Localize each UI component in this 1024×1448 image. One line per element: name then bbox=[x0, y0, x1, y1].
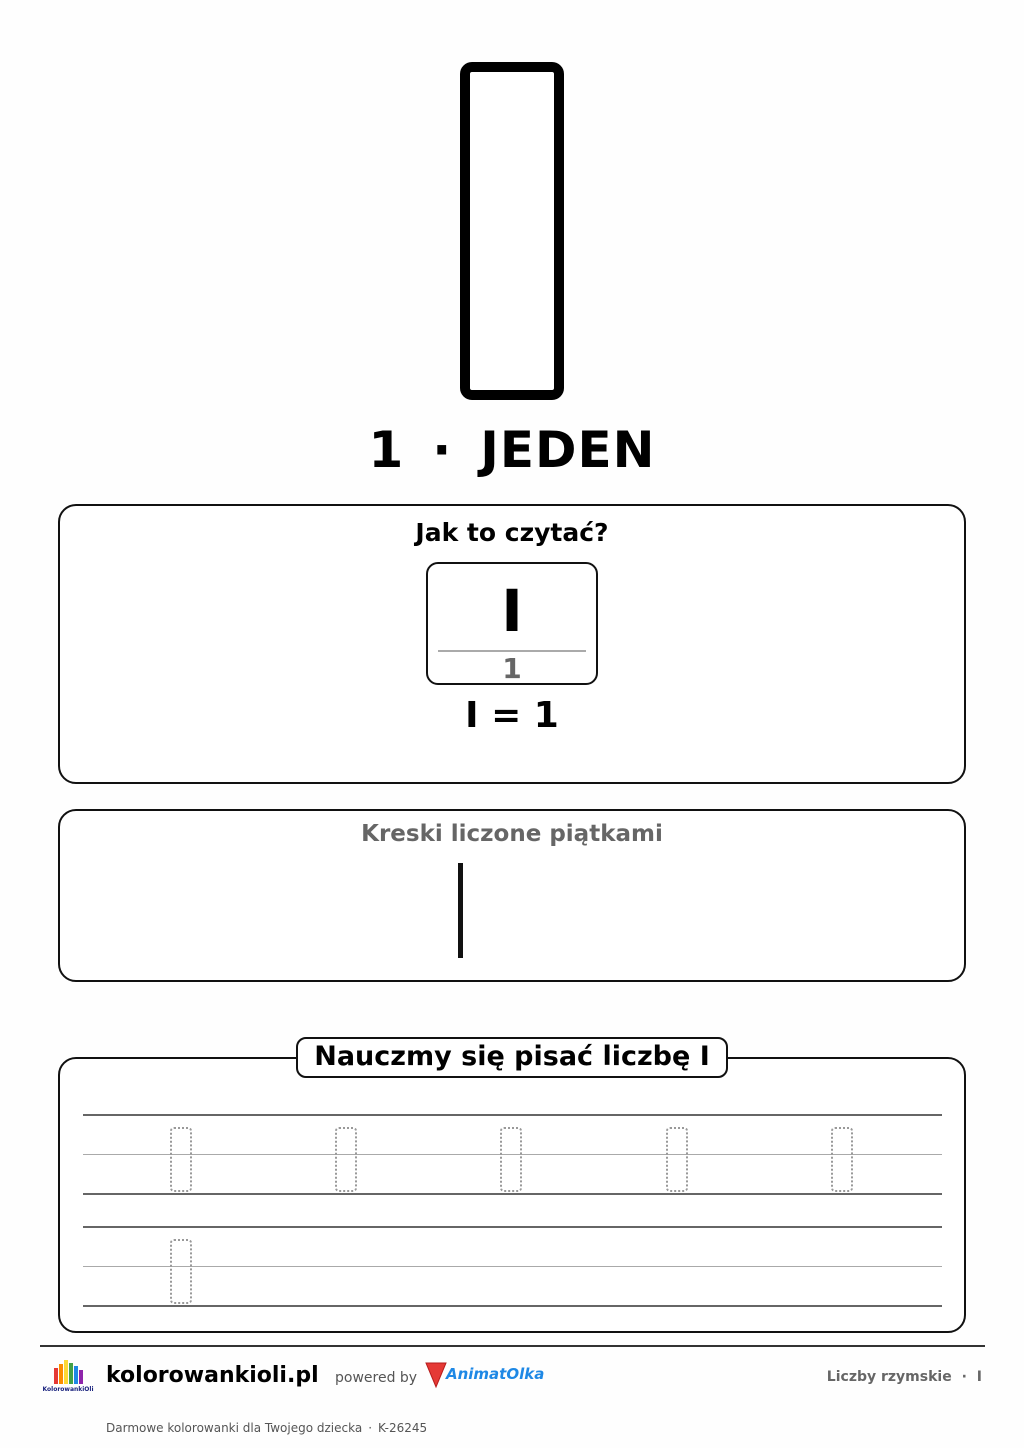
guide-line-bottom bbox=[83, 1305, 942, 1307]
practice-panel-title: Nauczmy się pisać liczbę I bbox=[296, 1037, 728, 1078]
large-numeral-outline bbox=[460, 62, 564, 400]
section-separator: · bbox=[961, 1369, 967, 1385]
numeral-card bbox=[426, 562, 598, 685]
section-label bbox=[827, 1366, 982, 1388]
logo-text: KolorowankiOli bbox=[42, 1386, 94, 1393]
trace-numeral[interactable] bbox=[170, 1239, 192, 1304]
page-title bbox=[0, 420, 1024, 480]
trace-numeral[interactable] bbox=[831, 1127, 853, 1192]
trace-numeral[interactable] bbox=[500, 1127, 522, 1192]
partner-logo-text: AnimatOlka bbox=[446, 1365, 545, 1383]
tally-panel-title: Kreski liczone piątkami bbox=[361, 821, 663, 847]
section-numeral: I bbox=[976, 1369, 982, 1385]
partner-logo[interactable] bbox=[424, 1359, 545, 1391]
guide-line-middle bbox=[83, 1266, 942, 1267]
title-separator: · bbox=[432, 421, 453, 479]
guide-line-top bbox=[83, 1114, 942, 1116]
tagline-separator: · bbox=[368, 1421, 373, 1435]
shield-icon bbox=[426, 1363, 446, 1387]
site-logo[interactable] bbox=[42, 1354, 94, 1396]
footer-divider bbox=[40, 1345, 985, 1347]
reading-panel-title: Jak to czytać? bbox=[415, 518, 609, 547]
trace-numeral[interactable] bbox=[666, 1127, 688, 1192]
powered-by-label: powered by bbox=[335, 1370, 418, 1386]
tagline-text: Darmowe kolorowanki dla Twojego dziecka bbox=[106, 1421, 363, 1435]
practice-panel bbox=[58, 1057, 966, 1333]
card-symbol: I bbox=[501, 577, 523, 645]
numeral-value: 1 bbox=[368, 421, 405, 479]
tally-mark bbox=[458, 863, 463, 958]
section-name: Liczby rzymskie bbox=[826, 1369, 952, 1385]
trace-numeral[interactable] bbox=[335, 1127, 357, 1192]
guide-line-bottom bbox=[83, 1193, 942, 1195]
trace-numeral[interactable] bbox=[170, 1127, 192, 1192]
crayons-icon bbox=[54, 1360, 83, 1384]
page-code: K-26245 bbox=[378, 1421, 428, 1435]
numeral-word: JEDEN bbox=[480, 421, 656, 479]
card-value: 1 bbox=[502, 652, 522, 685]
footer-tagline bbox=[106, 1419, 427, 1437]
site-name[interactable]: kolorowankioli.pl bbox=[106, 1363, 319, 1388]
equation: I = 1 bbox=[465, 695, 559, 736]
guide-line-top bbox=[83, 1226, 942, 1228]
